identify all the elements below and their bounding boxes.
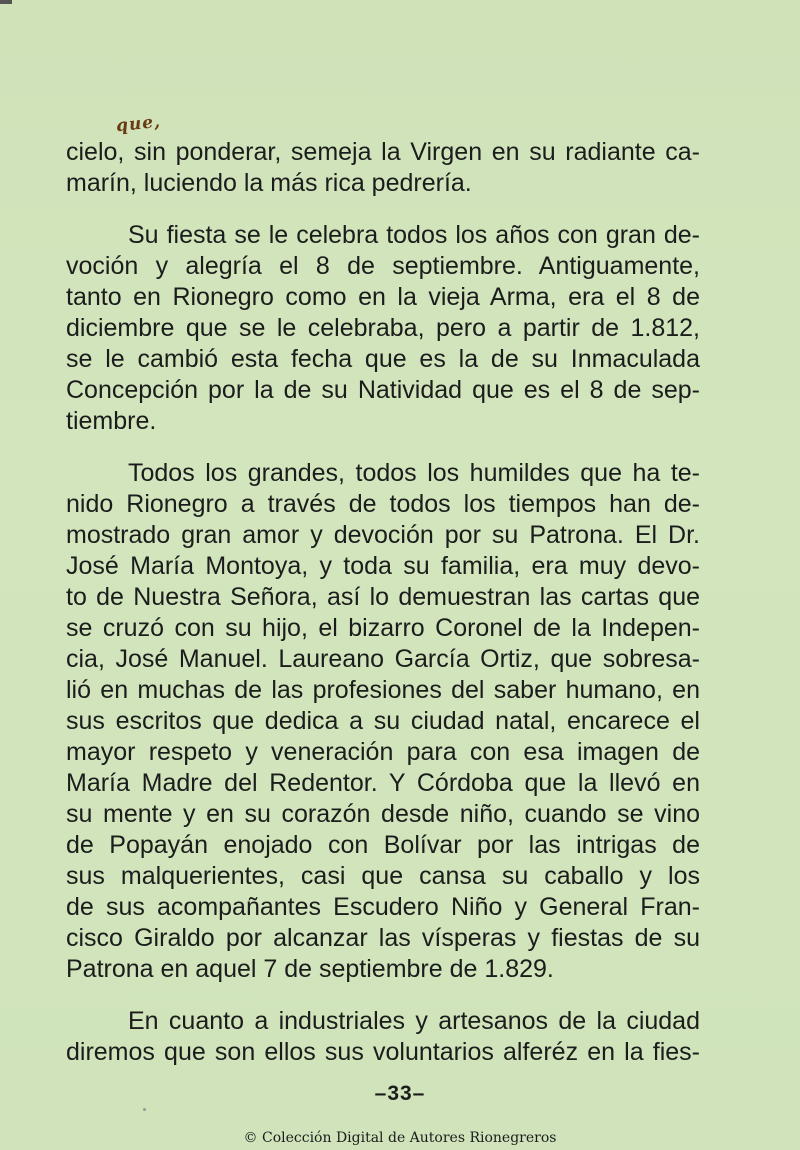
text-line: diremos que son ellos sus voluntarios alferéz en la fies- — [66, 1038, 700, 1066]
paragraph — [66, 220, 700, 437]
scan-corner-mark — [0, 0, 12, 4]
text-line: se le cambió esta fecha que es la de su Inmaculada — [66, 345, 700, 373]
handwritten-annotation: que, — [115, 111, 162, 137]
text-line: voción y alegría el 8 de septiembre. Antiguamente, — [66, 252, 700, 280]
text-line: lió en muchas de las profesiones del saber humano, en — [66, 676, 700, 704]
page-number: –33– — [374, 1082, 426, 1105]
footer-credit: © Colección Digital de Autores Rionegreros — [243, 1130, 557, 1146]
text-line: Su fiesta se le celebra todos los años con gran de- — [128, 221, 700, 249]
text-line: tiembre. — [66, 407, 157, 435]
text-line: mostrado gran amor y devoción por su Patrona. El Dr. — [66, 521, 700, 549]
text-line: marín, luciendo la más rica pedrería. — [66, 169, 472, 197]
text-line: diciembre que se le celebraba, pero a partir de 1.812, — [66, 314, 700, 342]
text-line: su mente y en su corazón desde niño, cuando se vino — [66, 800, 700, 828]
paper-speck — [143, 1108, 146, 1111]
text-line: Todos los grandes, todos los humildes que ha te- — [128, 459, 700, 487]
text-line: sus malquerientes, casi que cansa su caballo y los — [66, 862, 700, 890]
paragraph — [66, 1006, 700, 1068]
text-line: to de Nuestra Señora, así lo demuestran las cartas que — [66, 583, 700, 611]
text-line: Concepción por la de su Natividad que es el 8 de sep- — [66, 376, 700, 404]
paragraph — [66, 137, 700, 199]
text-line: tanto en Rionegro como en la vieja Arma, era el 8 de — [66, 283, 700, 311]
text-line: de sus acompañantes Escudero Niño y General Fran- — [66, 893, 700, 921]
text-line: sus escritos que dedica a su ciudad natal, encarece el — [66, 707, 700, 735]
body-text — [66, 137, 700, 1089]
text-line: de Popayán enojado con Bolívar por las intrigas de — [66, 831, 700, 859]
text-line: María Madre del Redentor. Y Córdoba que la llevó en — [66, 769, 700, 797]
text-line: mayor respeto y veneración para con esa imagen de — [66, 738, 700, 766]
paragraph — [66, 458, 700, 985]
text-line: En cuanto a industriales y artesanos de la ciudad — [128, 1007, 700, 1035]
text-line: nido Rionegro a través de todos los tiempos han de- — [66, 490, 700, 518]
text-line: se cruzó con su hijo, el bizarro Coronel de la Indepen- — [66, 614, 700, 642]
text-line: cisco Giraldo por alcanzar las vísperas y fiestas de su — [66, 924, 700, 952]
text-line: cielo, sin ponderar, semeja la Virgen en su radiante ca- — [66, 138, 700, 166]
text-line: José María Montoya, y toda su familia, era muy devo- — [66, 552, 700, 580]
text-line: Patrona en aquel 7 de septiembre de 1.829. — [66, 955, 554, 983]
text-line: cia, José Manuel. Laureano García Ortiz, que sobresa- — [66, 645, 700, 673]
